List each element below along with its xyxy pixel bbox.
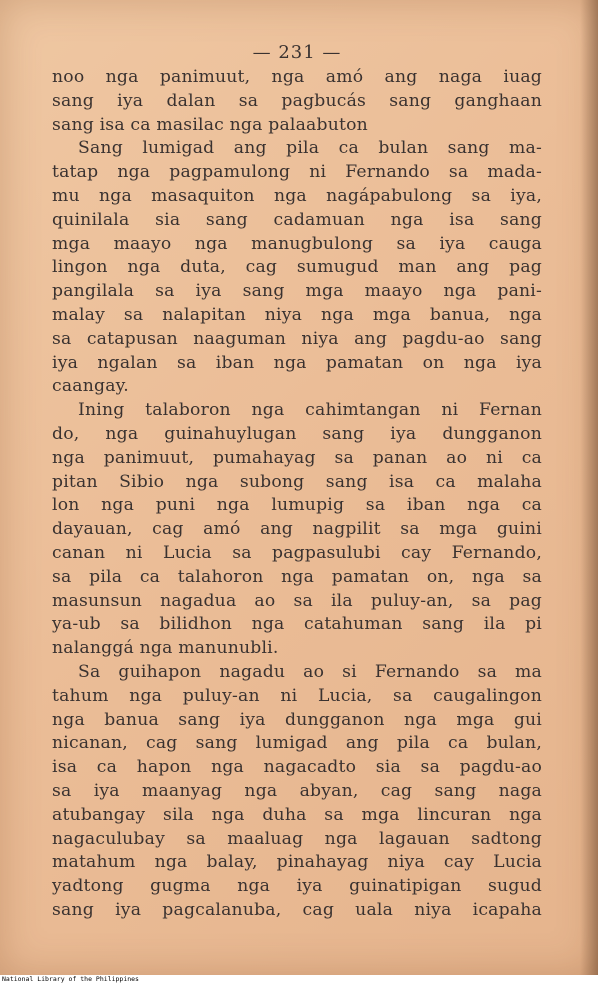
- text-line: sang iya pagcalanuba, cag uala niya icapaha: [52, 899, 542, 920]
- page-text: [52, 40, 542, 923]
- text-line: caangay.: [52, 376, 129, 397]
- text-line: pitan Sibio nga subong sang isa ca malaha: [52, 471, 542, 492]
- text-line: lingon nga duta, cag sumugud man ang pag: [52, 257, 542, 278]
- text-line: Sang lumigad ang pila ca bulan sang ma-: [78, 138, 542, 159]
- text-line: noo nga panimuut, nga amó ang naga iuag: [52, 67, 542, 87]
- text-line: malay sa nalapitan niya nga mga banua, nga: [52, 304, 542, 325]
- text-line: sa catapusan naaguman niya ang pagdu-ao sang: [52, 328, 542, 349]
- text-line: sa pila ca talahoron nga pamatan on, nga sa: [52, 566, 542, 587]
- library-credit: National Library of the Philippines: [2, 975, 139, 983]
- text-line: canan ni Lucia sa pagpasulubi cay Fernando,: [52, 542, 542, 563]
- text-line: yadtong gugma nga iya guinatipigan sugud: [52, 876, 542, 897]
- text-line: tahum nga puluy-an ni Lucia, sa caugalingon: [52, 685, 542, 706]
- text-line: Ining talaboron nga cahimtangan ni Fernan: [78, 400, 542, 421]
- text-line: sang iya dalan sa pagbucás sang ganghaan: [52, 90, 542, 111]
- text-line: iya ngalan sa iban nga pamatan on nga iya: [52, 352, 542, 373]
- text-lines: [52, 66, 542, 923]
- page-number: — 231 —: [252, 42, 342, 63]
- text-line: quinilala sia sang cadamuan nga isa sang: [52, 209, 542, 230]
- text-line: nicanan, cag sang lumigad ang pila ca bulan,: [52, 733, 542, 754]
- page-edge-shadow: [580, 0, 598, 975]
- text-line: lon nga puni nga lumupig sa iban nga ca: [52, 495, 542, 516]
- text-line: matahum nga balay, pinahayag niya cay Lucia: [52, 852, 542, 873]
- text-line: ya-ub sa bilidhon nga catahuman sang ila pi: [52, 614, 542, 635]
- text-line: masunsun nagadua ao sa ila puluy-an, sa pag: [52, 590, 542, 611]
- text-line: sang isa ca masilac nga palaabuton: [52, 114, 368, 135]
- text-line: nalanggá nga manunubli.: [52, 638, 279, 659]
- text-line: nga banua sang iya dungganon nga mga gui: [52, 709, 542, 730]
- text-line: Sa guihapon nagadu ao si Fernando sa ma: [78, 661, 542, 682]
- text-line: tatap nga pagpamulong ni Fernando sa mada-: [52, 162, 542, 183]
- text-line: nagaculubay sa maaluag nga lagauan sadtong: [52, 828, 542, 849]
- text-line: atubangay sila nga duha sa mga lincuran nga: [52, 804, 542, 825]
- text-line: isa ca hapon nga nagacadto sia sa pagdu-ao: [52, 757, 542, 778]
- text-line: pangilala sa iya sang mga maayo nga pani-: [52, 281, 542, 302]
- text-line: mu nga masaquiton nga nagápabulong sa iya,: [52, 185, 542, 206]
- text-line: sa iya maanyag nga abyan, cag sang naga: [52, 780, 542, 801]
- text-line: mga maayo nga manugbulong sa iya cauga: [52, 233, 542, 254]
- text-line: nga panimuut, pumahayag sa panan ao ni ca: [52, 447, 542, 468]
- text-line: dayauan, cag amó ang nagpilit sa mga guini: [52, 519, 542, 540]
- text-line: do, nga guinahuylugan sang iya dungganon: [52, 423, 542, 444]
